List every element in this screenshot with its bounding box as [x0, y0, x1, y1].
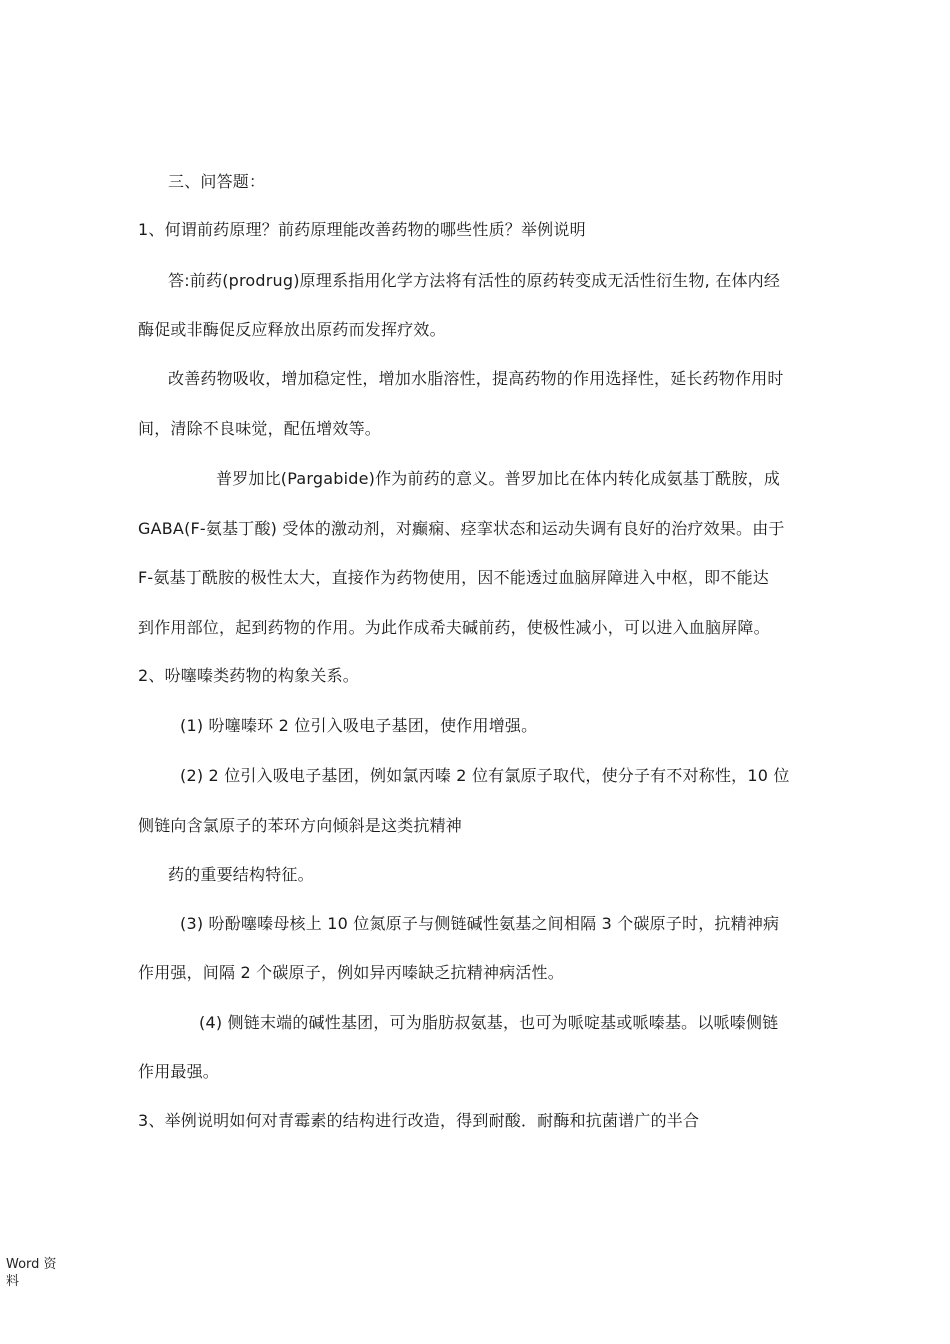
footer-label: Word 资料 — [6, 1257, 57, 1289]
question-1: 1、何谓前药原理？前药原理能改善药物的哪些性质？举例说明 — [138, 220, 586, 239]
answer-2-item-4-line-2: 作用最强。 — [138, 1062, 220, 1081]
answer-1-example-line-1: 普罗加比(Pargabide)作为前药的意义。普罗加比在体内转化成氨基丁酰胺，成 — [216, 469, 781, 488]
question-3: 3、举例说明如何对青霉素的结构进行改造，得到耐酸．耐酶和抗菌谱广的半合 — [138, 1111, 700, 1130]
answer-1-improve-line-2: 间，清除不良味觉，配伍增效等。 — [138, 419, 382, 438]
answer-2-item-4-line-1: (4) 侧链末端的碱性基团，可为脂肪叔氨基，也可为哌啶基或哌嗪基。以哌嗪侧链 — [199, 1013, 779, 1032]
answer-2-item-3-line-1: (3) 吩酚噻嗪母核上 10 位氮原子与侧链碱性氨基之间相隔 3 个碳原子时，抗精神病 — [180, 914, 780, 933]
section-heading: 三、问答题： — [168, 172, 266, 191]
answer-1-example-line-4: 到作用部位，起到药物的作用。为此作成希夫碱前药，使极性减小，可以进入血脑屏障。 — [138, 618, 770, 637]
answer-1-line-1: 答:前药(prodrug)原理系指用化学方法将有活性的原药转变成无活性衍生物, 在体内经 — [168, 271, 781, 290]
answer-2-item-2-line-2: 侧链向含氯原子的苯环方向倾斜是这类抗精神 — [138, 816, 463, 835]
answer-2-item-1: (1) 吩噻嗪环 2 位引入吸电子基团，使作用增强。 — [180, 716, 538, 735]
answer-2-item-2-line-3: 药的重要结构特征。 — [168, 865, 314, 884]
answer-1-example-line-2: GABA(F-氨基丁酸) 受体的激动剂，对癫痫、痉挛状态和运动失调有良好的治疗效果。由于 — [138, 519, 785, 538]
answer-1-example-line-3: F-氨基丁酰胺的极性太大，直接作为药物使用，因不能透过血脑屏障进入中枢，即不能达 — [138, 568, 769, 587]
answer-2-item-2-line-1: (2) 2 位引入吸电子基团，例如氯丙嗪 2 位有氯原子取代，使分子有不对称性，10 位 — [180, 766, 790, 785]
question-2: 2、吩噻嗪类药物的构象关系。 — [138, 666, 359, 685]
answer-2-item-3-line-2: 作用强，间隔 2 个碳原子，例如异丙嗪缺乏抗精神病活性。 — [138, 963, 564, 982]
answer-1-improve-line-1: 改善药物吸收，增加稳定性，增加水脂溶性，提高药物的作用选择性，延长药物作用时 — [168, 369, 784, 388]
answer-1-line-2: 酶促或非酶促反应释放出原药而发挥疗效。 — [138, 320, 446, 339]
